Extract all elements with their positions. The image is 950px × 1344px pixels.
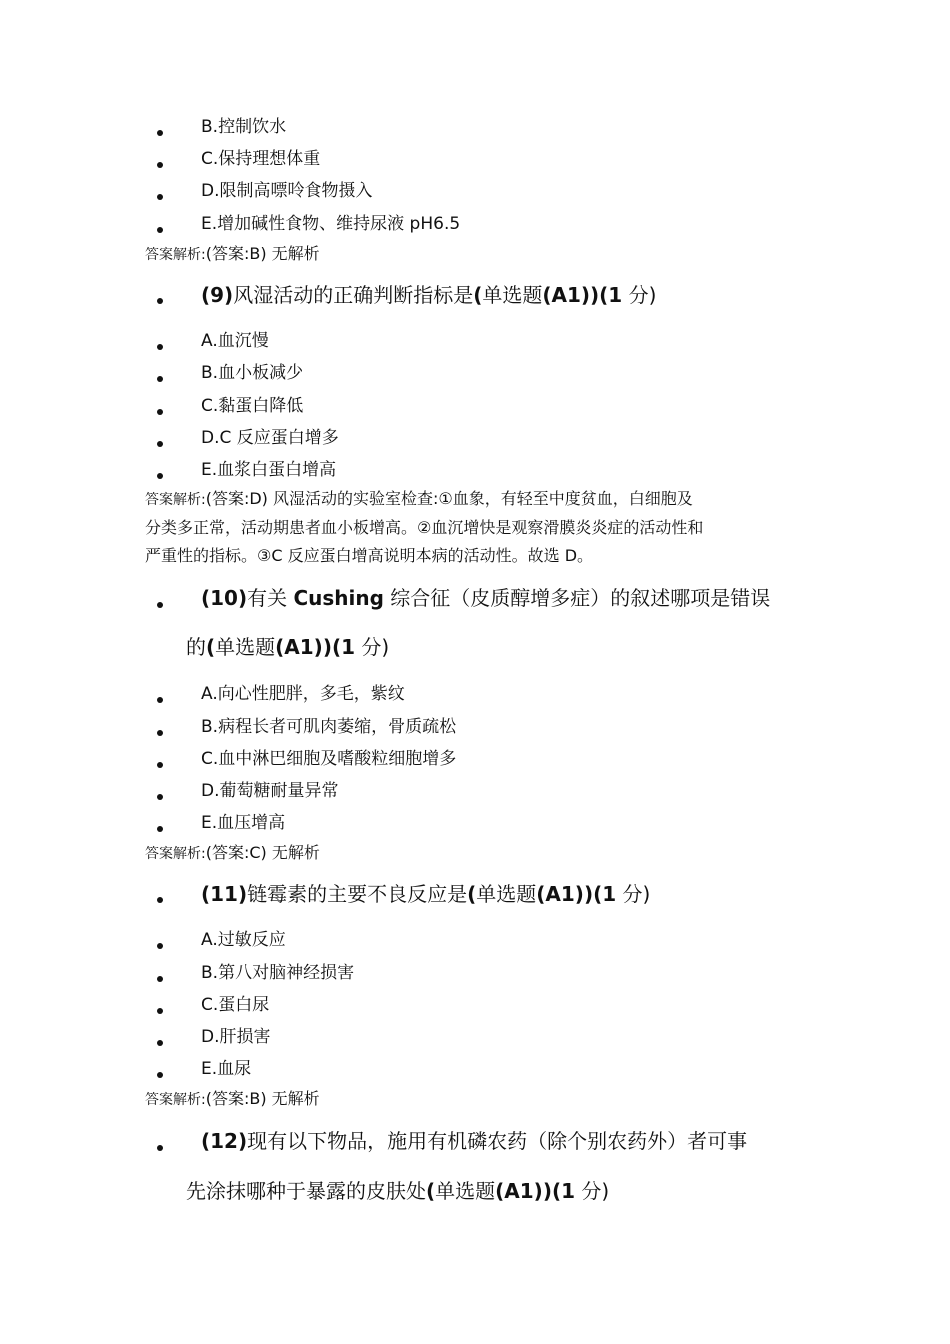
bullet-icon — [157, 943, 163, 949]
bullet-icon — [157, 162, 163, 168]
question-text: 有关 — [247, 586, 294, 610]
option-a: A.过敏反应 — [201, 930, 286, 950]
question-text: 先涂抹哪种于暴露的皮肤处 — [186, 1179, 426, 1203]
option-e: E.血压增高 — [201, 813, 286, 833]
option-c: C.蛋白尿 — [201, 995, 270, 1015]
question-score-unit: 分) — [575, 1179, 610, 1203]
option-b: B.第八对脑神经损害 — [201, 963, 355, 983]
explanation-label: 答案解析: — [145, 1092, 206, 1108]
question-9-stem: (9)风湿活动的正确判断指标是(单选题(A1))(1 分) — [201, 283, 657, 307]
option-e: E.血尿 — [201, 1059, 252, 1079]
question-10-stem-line-1 — [201, 585, 770, 611]
question-code: (A1))(1 — [536, 882, 617, 906]
option-b: B.血小板减少 — [201, 363, 304, 383]
question-text: 的 — [186, 635, 206, 659]
question-type: 单选题 — [476, 882, 537, 906]
explanation-text: (答案:B) 无解析 — [205, 244, 320, 263]
bullet-icon — [157, 376, 163, 382]
explanation-label: 答案解析: — [145, 247, 206, 263]
question-code: (A1))(1 — [495, 1179, 576, 1203]
question-type: 单选题 — [215, 635, 276, 659]
option-a: A.向心性肥胖，多毛，紫纹 — [201, 684, 405, 704]
option-d: D.C 反应蛋白增多 — [201, 428, 339, 448]
bullet-icon — [157, 130, 163, 136]
question-11-stem: (11)链霉素的主要不良反应是(单选题(A1))(1 分) — [201, 882, 651, 906]
explanation-text-line-3: 严重性的指标。③C 反应蛋白增高说明本病的活动性。故选 D。 — [145, 546, 594, 565]
bullet-icon — [157, 602, 163, 608]
question-12-stem-line-1 — [201, 1128, 747, 1154]
option-e: E.血浆白蛋白增高 — [201, 460, 337, 480]
option-a: A.血沉慢 — [201, 331, 269, 351]
bullet-icon — [157, 473, 163, 479]
question-code: (A1))(1 — [275, 635, 356, 659]
bullet-icon — [157, 1008, 163, 1014]
question-type: 单选题 — [482, 283, 543, 307]
question-score-unit: 分) — [616, 882, 651, 906]
question-number: (11) — [201, 882, 248, 906]
explanation-label: 答案解析: — [145, 492, 206, 508]
question-code: (A1))(1 — [542, 283, 623, 307]
bullet-icon — [157, 697, 163, 703]
explanation-text-line-2: 分类多正常，活动期患者血小板增高。②血沉增快是观察滑膜炎炎症的活动性和 — [145, 518, 704, 537]
explanation-label: 答案解析: — [145, 846, 206, 862]
option-c: C.血中淋巴细胞及嗜酸粒细胞增多 — [201, 749, 457, 769]
bullet-icon — [157, 730, 163, 736]
option-d: D.限制高嘌呤食物摄入 — [201, 181, 373, 201]
question-number: (9) — [201, 283, 234, 307]
question-text: 现有以下物品，施用有机磷农药（除个别农药外）者可事 — [247, 1129, 748, 1153]
bullet-icon — [157, 762, 163, 768]
question-8-explanation — [145, 240, 815, 269]
bullet-icon — [157, 1145, 163, 1151]
question-text: 综合征（皮质醇增多症）的叙述哪项是错误 — [383, 586, 771, 610]
bullet-icon — [157, 794, 163, 800]
bullet-icon — [157, 298, 163, 304]
option-d: D.葡萄糖耐量异常 — [201, 781, 339, 801]
bullet-icon — [157, 826, 163, 832]
bullet-icon — [157, 976, 163, 982]
question-type: 单选题 — [435, 1179, 496, 1203]
option-b: B.控制饮水 — [201, 117, 287, 137]
bullet-icon — [157, 441, 163, 447]
bullet-icon — [157, 409, 163, 415]
question-text: 链霉素的主要不良反应是 — [247, 882, 468, 906]
question-10-stem-line-2: 的(单选题(A1))(1 分) — [186, 635, 390, 659]
explanation-text: (答案:B) 无解析 — [205, 1089, 320, 1108]
question-text: 风湿活动的正确判断指标是 — [233, 283, 474, 307]
bullet-icon — [157, 1072, 163, 1078]
question-term: Cushing — [293, 586, 384, 610]
explanation-text-line-1: (答案:D) 风湿活动的实验室检查:①血象，有轻至中度贫血，白细胞及 — [205, 489, 693, 508]
question-score-unit: 分) — [622, 283, 657, 307]
explanation-text: (答案:C) 无解析 — [205, 843, 320, 862]
bullet-icon — [157, 344, 163, 350]
question-11-explanation — [145, 1085, 815, 1114]
bullet-icon — [157, 227, 163, 233]
option-c: C.保持理想体重 — [201, 149, 321, 169]
question-9-explanation — [145, 485, 815, 570]
question-score-unit: 分) — [355, 635, 390, 659]
option-b: B.病程长者可肌肉萎缩，骨质疏松 — [201, 717, 457, 737]
option-e: E.增加碱性食物、维持尿液 pH6.5 — [201, 214, 461, 234]
bullet-icon — [157, 897, 163, 903]
option-d: D.肝损害 — [201, 1027, 271, 1047]
question-10-explanation — [145, 839, 815, 868]
bullet-icon — [157, 194, 163, 200]
question-number: (10) — [201, 586, 248, 610]
bullet-icon — [157, 1040, 163, 1046]
question-number: (12) — [201, 1129, 248, 1153]
question-12-stem-line-2: 先涂抹哪种于暴露的皮肤处(单选题(A1))(1 分) — [186, 1179, 610, 1203]
option-c: C.黏蛋白降低 — [201, 396, 304, 416]
